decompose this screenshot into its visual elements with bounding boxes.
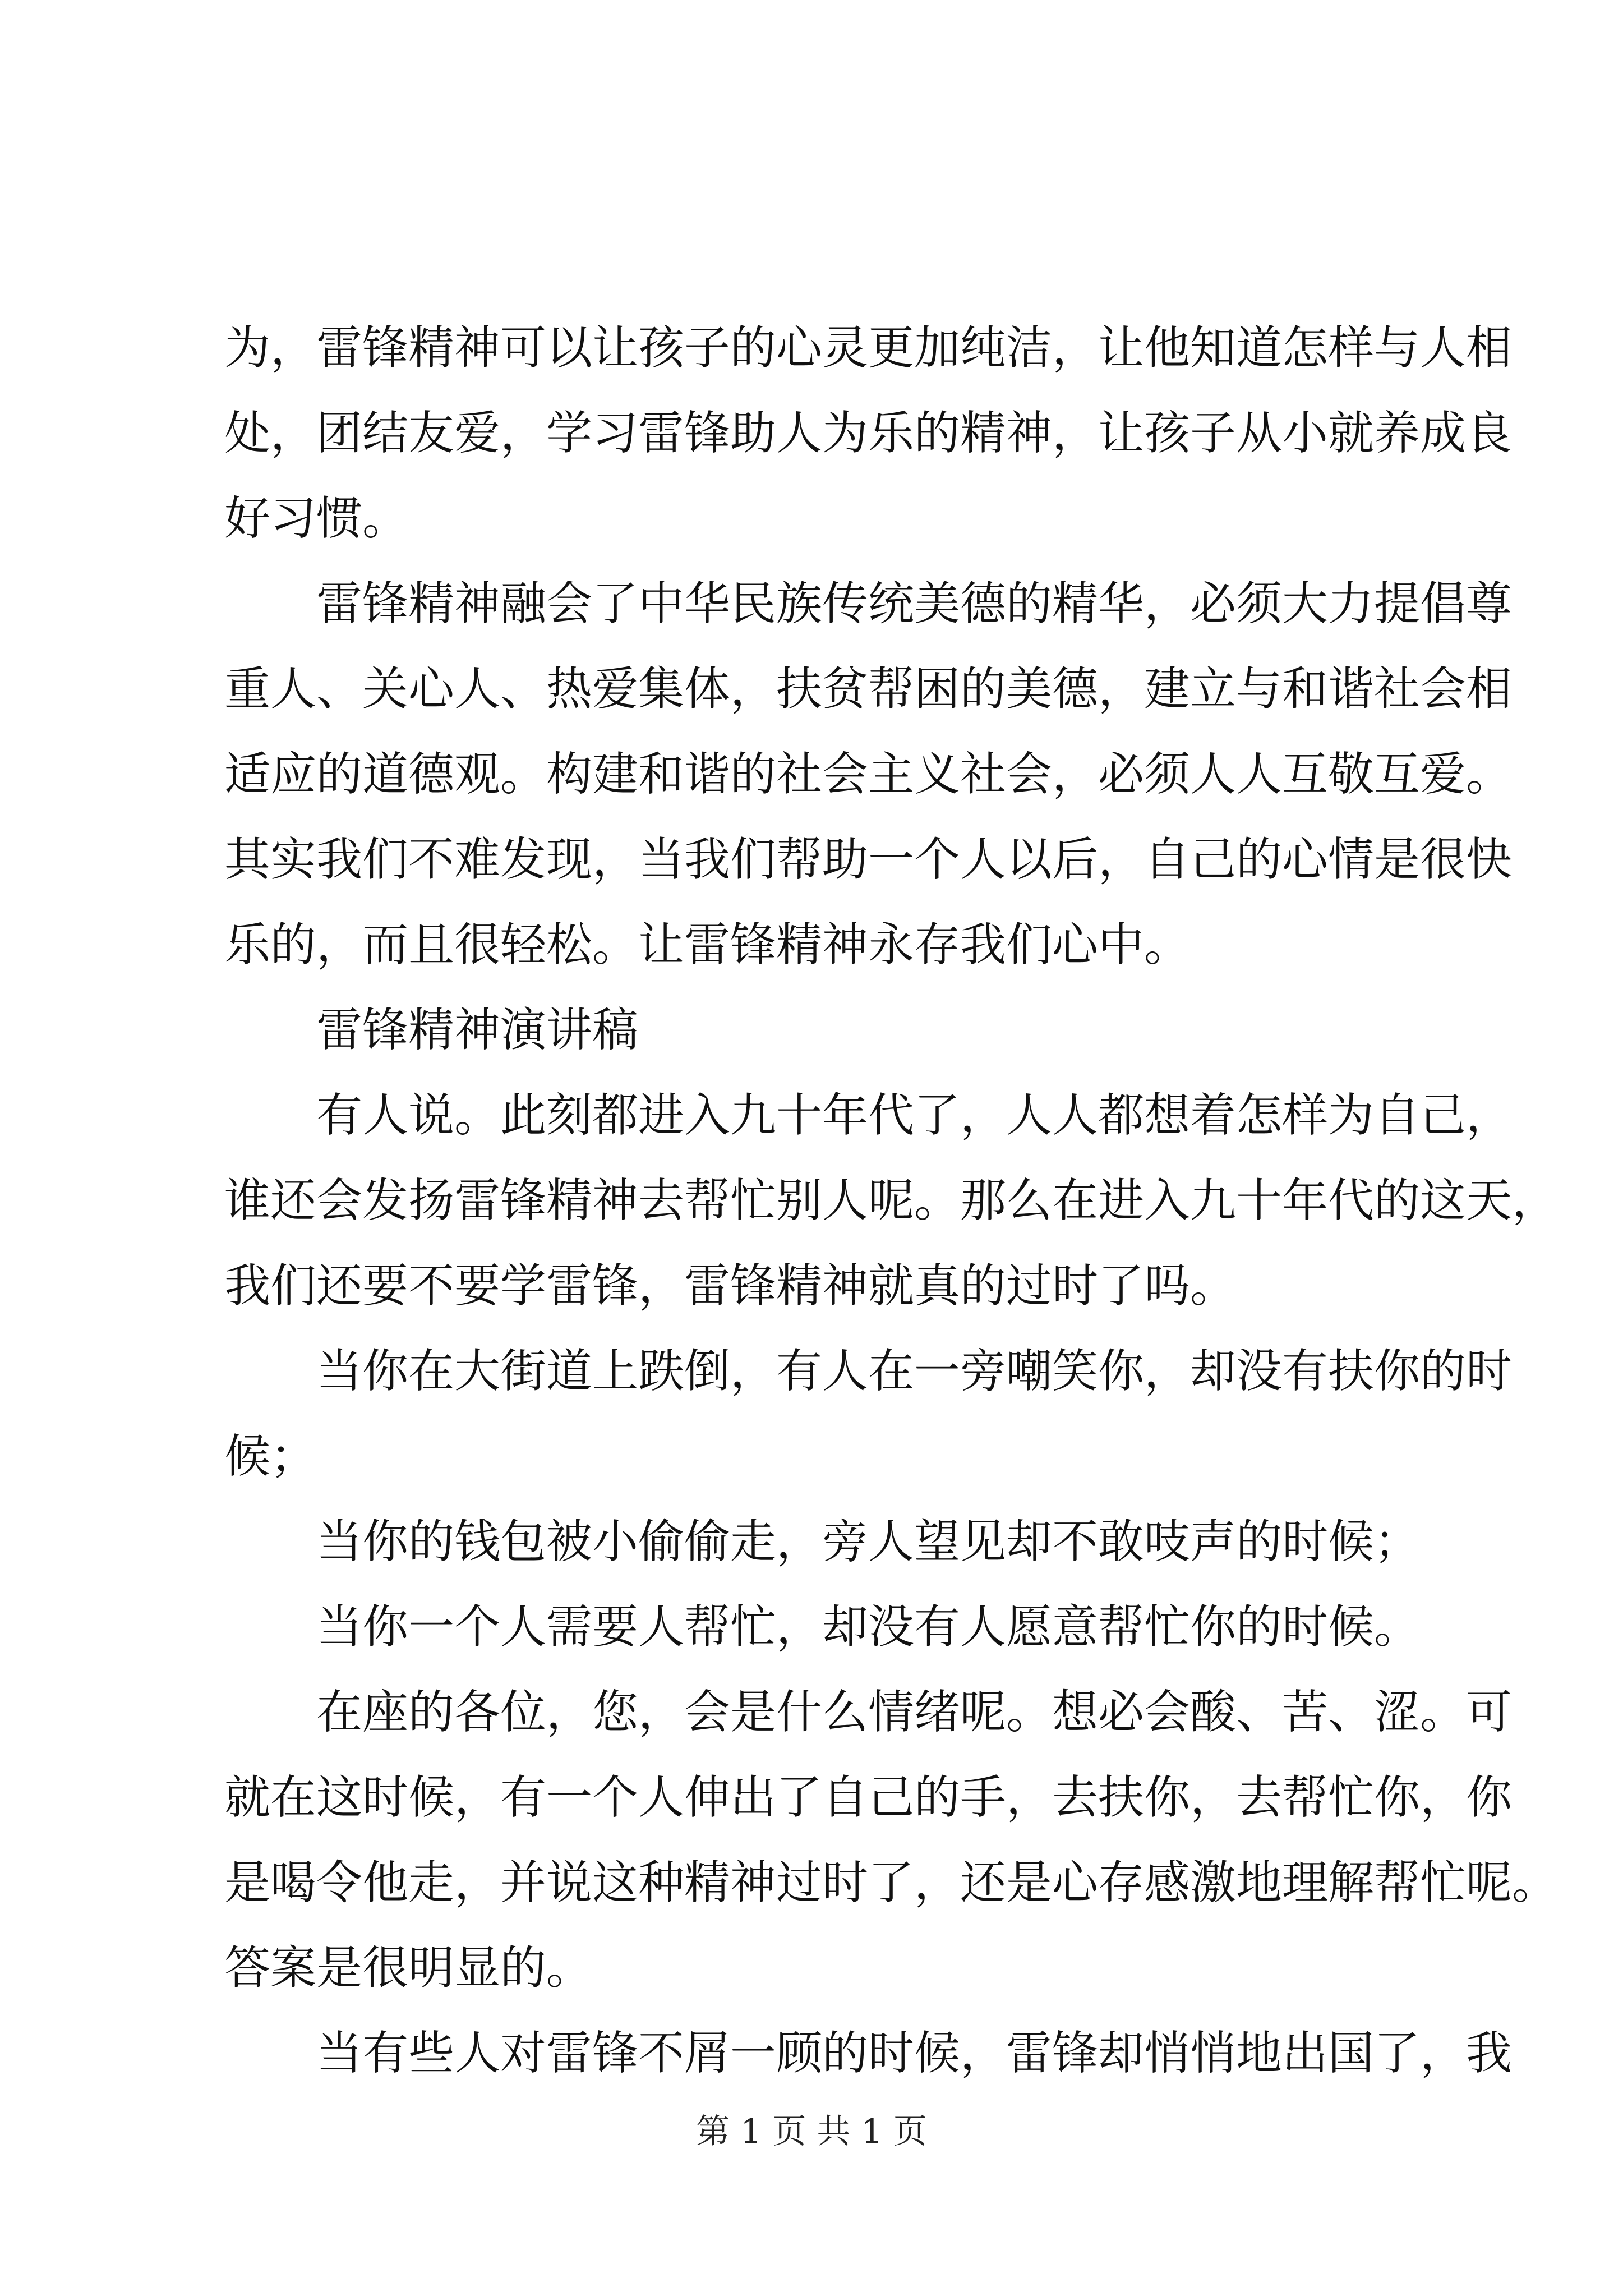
text-line: 是喝令他走，并说这种精神过时了，还是心存感激地理解帮忙呢。	[224, 1856, 1559, 1910]
text-line: 适应的道德观。构建和谐的社会主义社会，必须人人互敬互爱。	[224, 748, 1513, 801]
page-number-footer: 第 1 页 共 1 页	[696, 2112, 927, 2151]
text-line: 谁还会发扬雷锋精神去帮忙别人呢。那么在进入九十年代的这天，	[224, 1174, 1559, 1227]
text-line: 为，雷锋精神可以让孩子的心灵更加纯洁，让他知道怎样与人相	[224, 321, 1513, 375]
text-line: 候；	[224, 1430, 317, 1483]
text-line: 雷锋精神融会了中华民族传统美德的精华，必须大力提倡尊	[224, 577, 1513, 631]
text-line: 我们还要不要学雷锋，雷锋精神就真的过时了吗。	[224, 1259, 1237, 1313]
text-line: 当有些人对雷锋不屑一顾的时候，雷锋却悄悄地出国了，我	[224, 2027, 1513, 2080]
section-heading: 雷锋精神演讲稿	[224, 1004, 639, 1057]
text-line: 重人、关心人、热爱集体，扶贫帮困的美德，建立与和谐社会相	[224, 662, 1513, 716]
text-line: 在座的各位，您，会是什么情绪呢。想必会酸、苦、涩。可	[224, 1686, 1513, 1739]
text-line: 其实我们不难发现，当我们帮助一个人以后，自己的心情是很快	[224, 833, 1513, 886]
text-line: 就在这时候，有一个人伸出了自己的手，去扶你，去帮忙你，你	[224, 1771, 1513, 1824]
text-line: 处，团结友爱，学习雷锋助人为乐的精神，让孩子从小就养成良	[224, 407, 1513, 460]
text-line: 当你一个人需要人帮忙，却没有人愿意帮忙你的时候。	[224, 1600, 1421, 1654]
text-line: 当你在大街道上跌倒，有人在一旁嘲笑你，却没有扶你的时	[224, 1345, 1513, 1398]
document-body	[224, 306, 1559, 2096]
text-line: 答案是很明显的。	[224, 1941, 593, 1995]
text-line: 当你的钱包被小偷偷走，旁人望见却不敢吱声的时候；	[224, 1515, 1421, 1568]
text-line: 有人说。此刻都进入九十年代了，人人都想着怎样为自己，	[224, 1089, 1513, 1142]
text-line: 好习惯。	[224, 492, 409, 545]
text-line: 乐的，而且很轻松。让雷锋精神永存我们心中。	[224, 918, 1191, 972]
